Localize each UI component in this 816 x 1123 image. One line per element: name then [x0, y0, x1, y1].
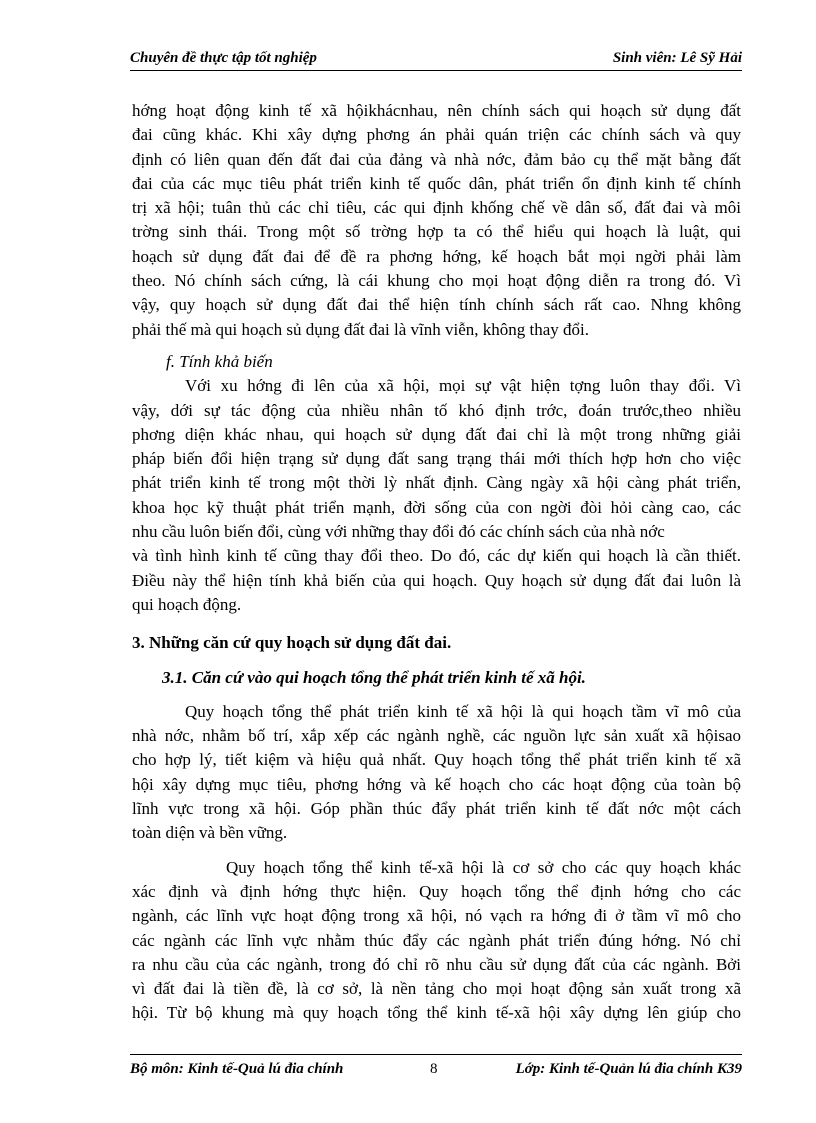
text-line: Điều này thể hiện tính khả biến của qui hoạch. Quy hoạch sử dụng đất đai luôn là [132, 570, 741, 590]
page-footer [130, 1054, 742, 1081]
text-line: toàn diện và bền vững. [132, 823, 288, 843]
text-line: trị xã hội; tuân thủ các chỉ tiêu, các qui định khống chế về dân số, đất đai và môi [132, 198, 741, 218]
text-line: cho hợp lý, tiết kiệm và hiệu quả nhất. Quy hoạch tổng thể phát triển kinh tế xã [132, 750, 741, 770]
text-line: nhà nớc, nhằm bố trí, xắp xếp các ngành nghề, các nguồn lực sản xuất xã hộisao [132, 726, 741, 746]
text-line: Với xu hớng đi lên của xã hội, mọi sự vật hiện tợng luôn thay đổi. Vì [185, 376, 741, 396]
text-line: ngành, các lĩnh vực hoạt động trong xã hội, nó vạch ra hớng đi ở tầm vĩ mô cho [132, 906, 741, 926]
text-line: hội. Từ bộ khung mà quy hoạch tổng thể kinh tế-xã hội xây dựng lên giúp cho [132, 1003, 741, 1023]
text-line: xác định và định hớng thực hiện. Quy hoạch tổng thể định hớng cho các [132, 881, 741, 901]
footer-class: Lớp: Kinh tế-Quản lú đia chính K39 [515, 1061, 742, 1077]
text-line: trờng sinh thái. Trong một số trờng hợp ta có thể hiểu qui hoạch là luật, qui [132, 222, 741, 242]
section-heading-3-1: 3.1. Căn cứ vào qui hoạch tổng thể phát triển kinh tế xã hội. [162, 667, 586, 687]
text-line: vậy, quy hoạch sử dụng đất đai thể hiện tính chính sách rất cao. Nhng không [132, 295, 741, 315]
text-line: vậy, dới sự tác động của nhiều nhân tố khó định trớc, đoán trước,theo nhiều [132, 400, 741, 420]
page-header [130, 48, 742, 71]
text-line: phát triển kinh tế trong một thời lỳ nhất định. Càng ngày xã hội càng phát triển, [132, 473, 741, 493]
text-line: hội xây dựng mục tiêu, phơng hớng và kế hoạch cho các hoạt động của toàn bộ [132, 774, 741, 794]
text-line: vì đất đai là tiền đề, là cơ sở, là nền tảng cho mọi hoạt động sản xuất trong xã [132, 979, 741, 999]
text-line: đai của các mục tiêu phát triển kinh tế quốc dân, phát triển ổn định kinh tế chính [132, 173, 741, 193]
subheading-f: f. Tính khả biến [166, 351, 273, 371]
page-number: 8 [430, 1061, 438, 1077]
text-line: pháp biến đổi hiện trạng sử dụng đất sang trạng thái mới thích hợp hơn cho việc [132, 449, 741, 469]
header-student: Sinh viên: Lê Sỹ Hải [612, 50, 742, 66]
text-line: Quy hoạch tổng thể kinh tế-xã hội là cơ sở cho các quy hoạch khác [226, 857, 741, 877]
document-body [132, 99, 741, 1026]
text-line: theo. Nó chính sách cứng, là cái khung cho mọi hoạt động diễn ra trong đó. Vì [132, 271, 741, 291]
text-line: định có liên quan đến đất đai của đảng và nhà nớc, đảm bảo cụ thể mặt bằng đất [132, 149, 741, 169]
footer-department: Bộ môn: Kinh tế-Quả lú đia chính [130, 1061, 344, 1077]
text-line: phải thế mà qui hoạch sủ dụng đất đai là vĩnh viễn, không thay đổi. [132, 319, 590, 339]
text-line: và tình hình kinh tế cũng thay đổi theo. Do đó, các dự kiến qui hoạch là cần thiết. [132, 546, 741, 566]
text-line: đai cũng khác. Khi xây dựng phơng án phải quán triện các chính sách và quy [132, 125, 741, 145]
text-line: hớng hoạt động kinh tế xã hộikhácnhau, nên chính sách qui hoạch sử dụng đất [132, 101, 741, 120]
text-line: lĩnh vực trong xã hội. Góp phần thúc đẩy phát triển kinh tế đất nớc một cách [132, 799, 741, 819]
text-line: Quy hoạch tổng thể phát triển kinh tế xã hội là qui hoạch tầm vĩ mô của [185, 701, 741, 721]
header-title: Chuyên đề thực tập tốt nghiệp [130, 50, 317, 66]
text-line: qui hoạch động. [132, 594, 242, 614]
text-line: các ngành các lĩnh vực nhằm thúc đẩy các ngành phát triển đúng hớng. Nó chỉ [132, 930, 741, 950]
text-line: khoa học kỹ thuật phát triển mạnh, đời sống của con ngời đòi hỏi càng cao, các [132, 497, 741, 517]
section-heading-3: 3. Những căn cứ quy hoạch sử dụng đất đai. [132, 633, 452, 653]
text-line: nhu cầu luôn biến đổi, cùng với những thay đổi đó các chính sách của nhà nớc [132, 522, 665, 542]
text-line: phơng diện khác nhau, qui hoạch sử dụng đất đai chỉ là một trong những giải [132, 424, 741, 444]
text-line: hoạch sử dụng đất đai để đề ra phơng hớng, kế hoạch bắt mọi ngời phải làm [132, 246, 741, 266]
text-line: ra nhu cầu của các ngành, trong đó chỉ rõ nhu cầu sử dụng đất của các ngành. Bởi [132, 954, 741, 974]
